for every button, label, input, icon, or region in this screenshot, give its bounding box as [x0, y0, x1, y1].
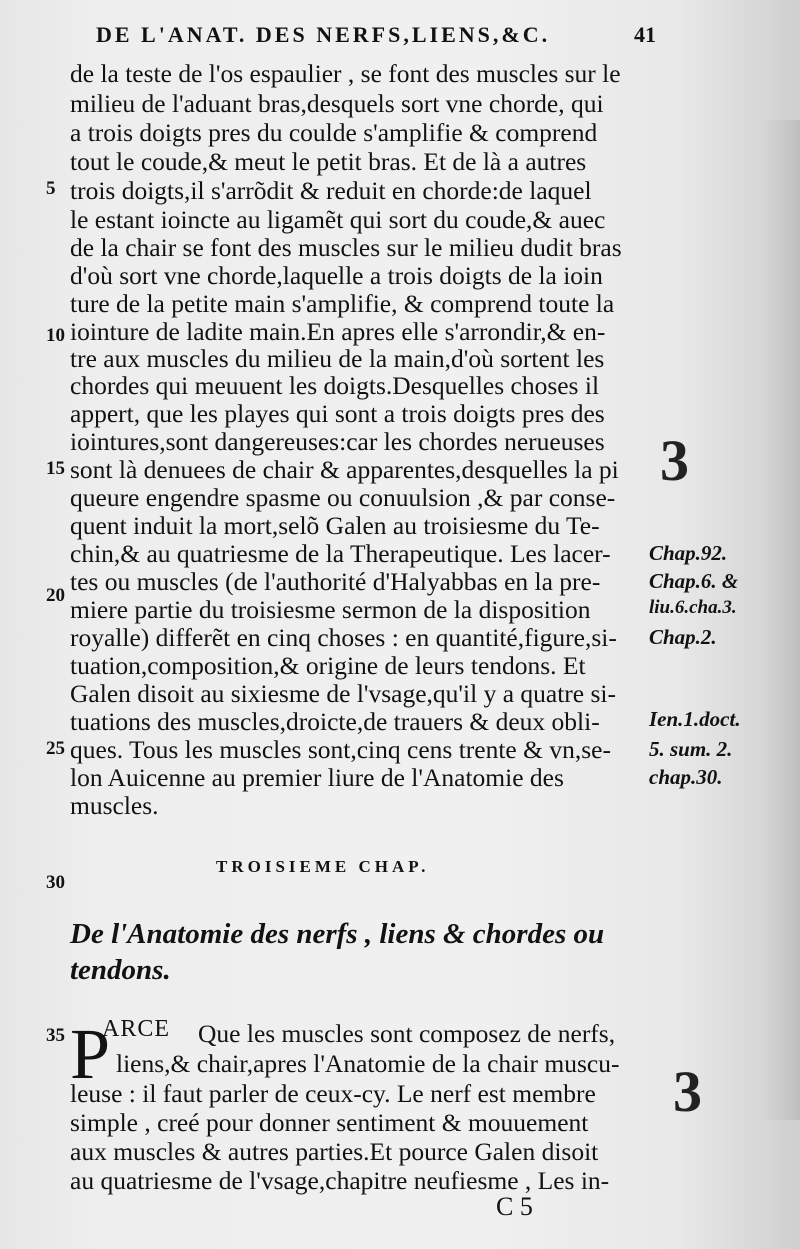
text-line: Que les muscles sont composez de nerfs, [198, 1019, 616, 1048]
running-title: DE L'ANAT. DES NERFS,LIENS,&C. [96, 22, 551, 47]
text-line: royalle) differẽt en cinq choses : en quantité,figure,si- [70, 623, 617, 652]
drop-cap: P [70, 1014, 111, 1094]
text-line: tre aux muscles du milieu de la main,d'où sortent les [70, 344, 605, 373]
handwritten-mark: 3 [673, 1059, 702, 1124]
text-line: de la chair se font des muscles sur le milieu dudit bras [70, 233, 622, 262]
text-line: appert, que les playes qui sont a trois doigts pres des [70, 399, 605, 428]
text-line: trois doigts,il s'arrõdit & reduit en chorde:de laquel [70, 176, 592, 205]
line-number: 35 [46, 1025, 65, 1046]
line-number: 30 [46, 872, 65, 893]
text-line: aux muscles & autres parties.Et pource Galen disoit [70, 1137, 599, 1166]
text-line: miere partie du troisiesme sermon de la disposition [70, 595, 591, 624]
text-line: quent induit la mort,selõ Galen au troisiesme du Te- [70, 511, 600, 540]
line-number: 5 [46, 178, 56, 199]
text-line: tuation,composition,& origine de leurs tendons. Et [70, 651, 586, 680]
text-line: de la teste de l'os espaulier , se font des muscles sur le [70, 59, 621, 88]
chapter-heading: TROISIEME CHAP. [216, 857, 430, 876]
text-line: ques. Tous les muscles sont,cinq cens trente & vn,se- [70, 735, 611, 764]
text-line: Galen disoit au sixiesme de l'vsage,qu'il y a quatre si- [70, 679, 616, 708]
text-line: au quatriesme de l'vsage,chapitre neufiesme , Les in- [70, 1166, 610, 1195]
text-line: chordes qui meuuent les doigts.Desquelles choses il [70, 371, 600, 400]
text-line: queure engendre spasme ou conuulsion ,& par conse- [70, 483, 616, 512]
margin-note: 5. sum. 2. [649, 737, 733, 761]
text-line: sont là denuees de chair & apparentes,desquelles la pi [70, 455, 619, 484]
text-line: iointures,sont dangereuses:car les chordes nerueuses [70, 427, 605, 456]
text-line: liens,& chair,apres l'Anatomie de la chair muscu- [116, 1049, 620, 1078]
text-line: muscles. [70, 791, 159, 820]
line-number: 25 [46, 738, 65, 759]
margin-note: Chap.6. & [649, 569, 739, 593]
chapter-title-line: tendons. [70, 954, 171, 986]
margin-note: liu.6.cha.3. [649, 597, 737, 618]
line-number: 15 [46, 458, 65, 479]
opening-small-caps: ARCE [102, 1016, 171, 1042]
text-line: milieu de l'aduant bras,desquels sort vne chorde, qui [70, 89, 604, 118]
text-line: ture de la petite main s'amplifie, & comprend toute la [70, 289, 615, 318]
margin-note: Chap.92. [649, 541, 728, 565]
signature-mark: C 5 [496, 1192, 533, 1221]
text-line: d'où sort vne chorde,laquelle a trois doigts de la ioin [70, 261, 603, 290]
text-line: iointure de ladite main.En apres elle s'arrondir,& en- [70, 317, 606, 346]
text-line: simple , creé pour donner sentiment & mouuement [70, 1108, 589, 1137]
handwritten-mark: 3 [660, 428, 689, 493]
text-line: tes ou muscles (de l'authorité d'Halyabbas en la pre- [70, 567, 601, 596]
text-line: leuse : il faut parler de ceux-cy. Le nerf est membre [70, 1079, 596, 1108]
page-number: 41 [634, 22, 656, 47]
text-line: tuations des muscles,droicte,de trauers & deux obli- [70, 707, 600, 736]
margin-note: Ien.1.doct. [649, 707, 741, 731]
text-line: chin,& au quatriesme de la Therapeutique. Les lacer- [70, 539, 611, 568]
line-number: 10 [46, 325, 65, 346]
text-line: tout le coude,& meut le petit bras. Et de là a autres [70, 147, 587, 176]
margin-note: chap.30. [649, 765, 723, 789]
text-line: le estant ioincte au ligamẽt qui sort du coude,& auec [70, 205, 606, 234]
text-line: a trois doigts pres du coulde s'amplifie & comprend [70, 118, 598, 147]
chapter-title-line: De l'Anatomie des nerfs , liens & chordes ou [70, 918, 605, 950]
line-number: 20 [46, 585, 65, 606]
page-bleed-shadow [760, 120, 800, 1120]
text-line: lon Auicenne au premier liure de l'Anatomie des [70, 763, 564, 792]
running-header [96, 22, 656, 48]
margin-note: Chap.2. [649, 625, 717, 649]
